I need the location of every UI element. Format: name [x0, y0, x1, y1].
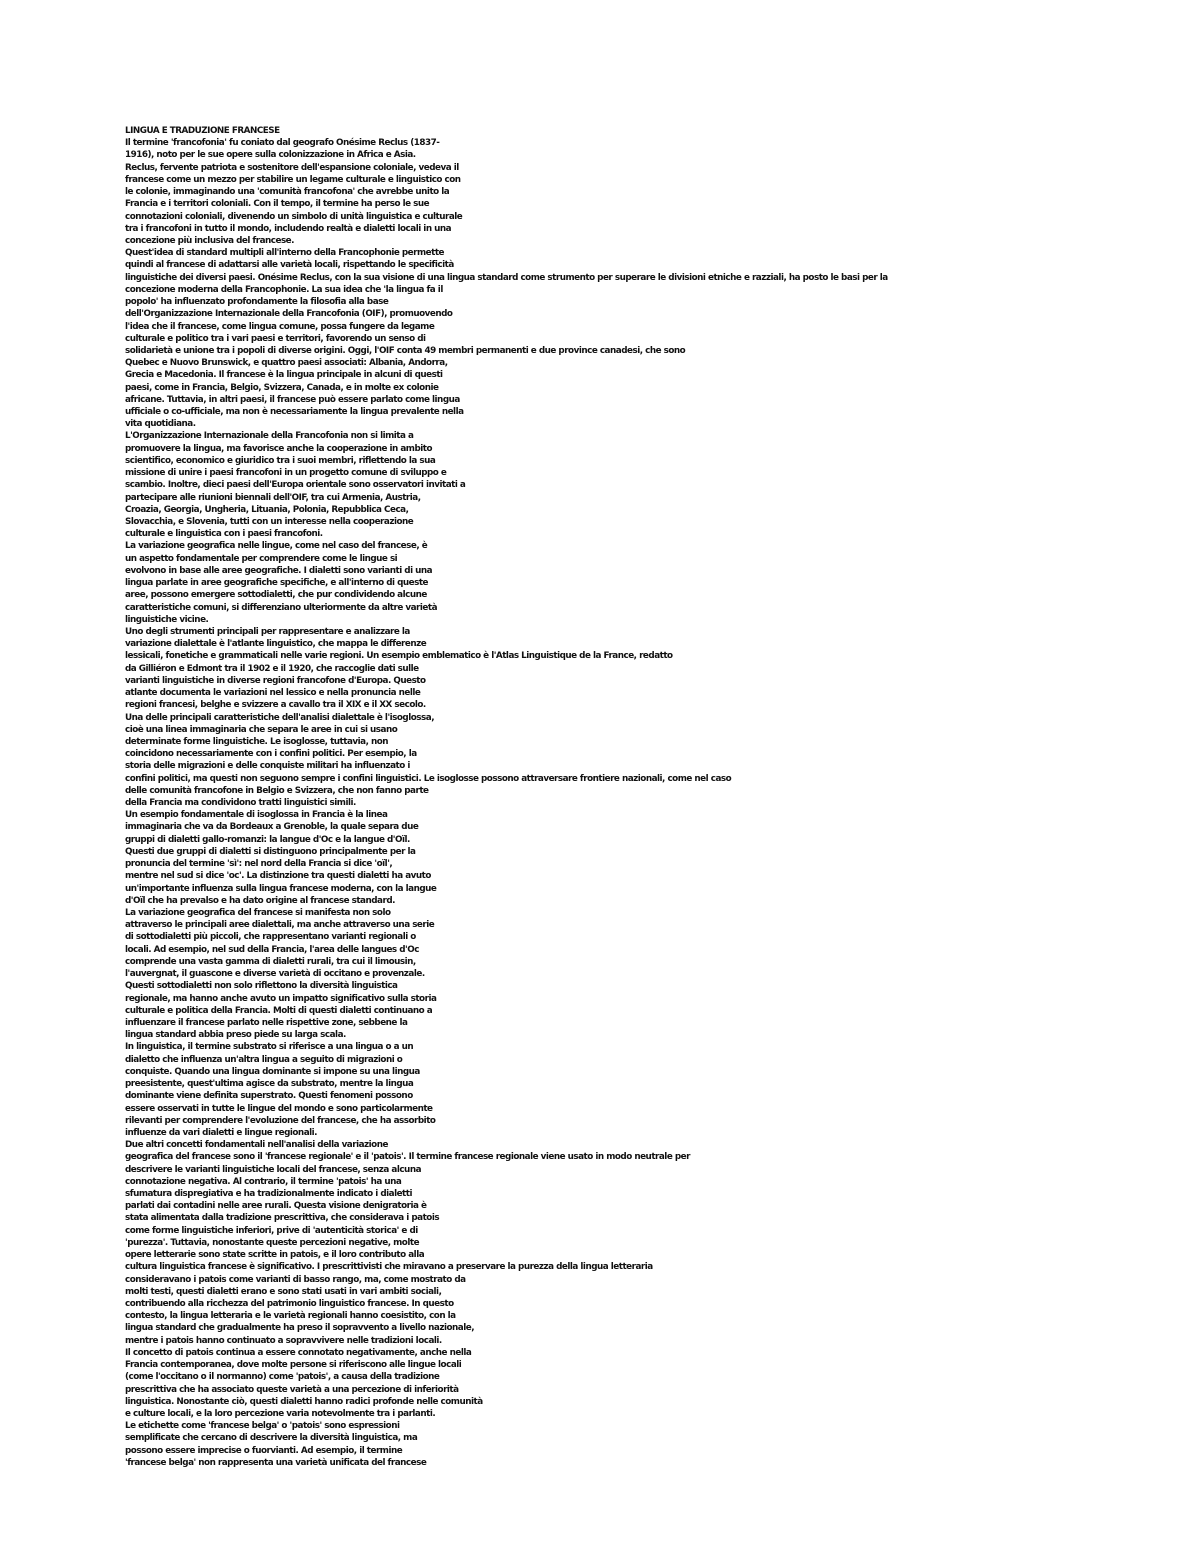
text-line: Croazia, Georgia, Ungheria, Lituania, Polonia, Repubblica Ceca, [125, 504, 409, 515]
text-line: conquiste. Quando una lingua dominante si impone su una lingua [125, 1066, 420, 1077]
text-line: coincidono necessariamente con i confini politici. Per esempio, la [125, 749, 417, 760]
text-line: opere letterarie sono state scritte in patois, e il loro contributo alla [125, 1250, 425, 1261]
text-line: Slovacchia, e Slovenia, tutti con un interesse nella cooperazione [125, 517, 414, 527]
text-line: In linguistica, il termine substrato si riferisce a una lingua o a un [125, 1042, 414, 1053]
text-line: Un esempio fondamentale di isoglossa in Francia è la linea [125, 810, 388, 821]
text-line: africane. Tuttavia, in altri paesi, il francese può essere parlato come lingua [125, 394, 460, 405]
text-line: le colonie, immaginando una 'comunità francofona' che avrebbe unito la [125, 187, 450, 198]
text-line: varianti linguistiche in diverse regioni francofone d'Europa. Questo [125, 675, 426, 686]
text-line: Una delle principali caratteristiche dell'analisi dialettale è l'isoglossa, [125, 712, 435, 723]
text-line: paesi, come in Francia, Belgio, Svizzera, Canada, e in molte ex colonie [125, 382, 439, 393]
text-line: promuovere la lingua, ma favorisce anche la cooperazione in ambito [125, 443, 432, 454]
text-line: Uno degli strumenti principali per rappresentare e analizzare la [125, 626, 410, 637]
text-line: prescrittiva che ha associato queste varietà a una percezione di inferiorità [125, 1384, 459, 1395]
text-line: confini politici, ma questi non seguono sempre i confini linguistici. Le isoglosse possono attraversare frontiere nazionali, come nel caso [125, 773, 732, 784]
text-line: Il termine 'francofonia' fu coniato dal geografo Onésime Reclus (1837- [125, 138, 440, 149]
text-line: regionale, ma hanno anche avuto un impatto significativo sulla storia [125, 993, 437, 1004]
text-line: l'auvergnat, il guascone e diverse varietà di occitano e provenzale. [125, 969, 425, 980]
text-line: tra i francofoni in tutto il mondo, includendo realtà e dialetti locali in una [125, 223, 452, 234]
text-line: lessicali, fonetiche e grammaticali nelle varie regioni. Un esempio emblematico è l'Atlas Linguistique de la France, redatto [125, 651, 673, 662]
text-line: stata alimentata dalla tradizione prescrittiva, che considerava i patois [125, 1213, 440, 1224]
text-line: Francia e i territori coloniali. Con il tempo, il termine ha perso le sue [125, 199, 430, 210]
text-line: e culture locali, e la loro percezione varia notevolmente tra i parlanti. [125, 1408, 436, 1419]
text-line: quindi al francese di adattarsi alle varietà locali, rispettando le specificità [125, 260, 454, 271]
text-line: atlante documenta le variazioni nel lessico e nella pronuncia nelle [125, 688, 421, 699]
text-line: di sottodialetti più piccoli, che rappresentano varianti regionali o [125, 932, 416, 943]
text-line: dell'Organizzazione Internazionale della Francofonia (OIF), promuovendo [125, 309, 453, 320]
text-line: Reclus, fervente patriota e sostenitore dell'espansione coloniale, vedeva il [125, 162, 459, 173]
text-line: popolo' ha influenzato profondamente la filosofia alla base [125, 297, 389, 308]
text-line: semplificate che cercano di descrivere la diversità linguistica, ma [125, 1433, 418, 1444]
text-line: lingua standard che gradualmente ha preso il sopravvento a livello nazionale, [125, 1323, 475, 1334]
text-line: 'francese belga' non rappresenta una varietà unificata del francese [125, 1457, 427, 1468]
text-line: variazione dialettale è l'atlante linguistico, che mappa le differenze [125, 639, 427, 650]
text-line: immaginaria che va da Bordeaux a Grenoble, la quale separa due [125, 822, 419, 833]
text-line: L'Organizzazione Internazionale della Francofonia non si limita a [125, 431, 414, 442]
text-line: delle comunità francofone in Belgio e Svizzera, che non fanno parte [125, 785, 429, 796]
text-line: storia delle migrazioni e delle conquiste militari ha influenzato i [125, 761, 410, 772]
text-line: culturale e linguistica con i paesi francofoni. [125, 529, 323, 540]
text-line: 'purezza'. Tuttavia, nonostante queste percezioni negative, molte [125, 1237, 420, 1248]
text-line: preesistente, quest'ultima agisce da substrato, mentre la lingua [125, 1079, 414, 1090]
text-line: gruppi di dialetti gallo-romanzi: la langue d'Oc e la langue d'Oïl. [125, 834, 410, 845]
text-line: (come l'occitano o il normanno) come 'patois', a causa della tradizione [125, 1372, 440, 1383]
text-line: Quest'idea di standard multipli all'interno della Francophonie permette [125, 248, 444, 259]
text-line: aree, possono emergere sottodialetti, che pur condividendo alcune [125, 590, 427, 601]
text-line: scambio. Inoltre, dieci paesi dell'Europa orientale sono osservatori invitati a [125, 480, 466, 491]
text-line: un'importante influenza sulla lingua francese moderna, con la langue [125, 883, 437, 894]
text-line: contesto, la lingua letteraria e le varietà regionali hanno coesistito, con la [125, 1311, 456, 1322]
text-line: della Francia ma condividono tratti linguistici simili. [125, 798, 356, 809]
text-line: consideravano i patois come varianti di basso rango, ma, come mostrato da [125, 1274, 466, 1285]
text-line: molti testi, questi dialetti erano e sono stati usati in vari ambiti sociali, [125, 1286, 442, 1297]
text-line: regioni francesi, belghe e svizzere a cavallo tra il XIX e il XX secolo. [125, 700, 426, 711]
text-line: evolvono in base alle aree geografiche. I dialetti sono varianti di una [125, 565, 433, 576]
text-line: missione di unire i paesi francofoni in un progetto comune di sviluppo e [125, 468, 447, 479]
text-line: un aspetto fondamentale per comprendere come le lingue si [125, 553, 398, 564]
text-line: possono essere imprecise o fuorvianti. Ad esempio, il termine [125, 1445, 403, 1456]
text-line: partecipare alle riunioni biennali dell'OIF, tra cui Armenia, Austria, [125, 492, 421, 503]
text-line: influenze da vari dialetti e lingue regionali. [125, 1127, 318, 1138]
text-line: mentre nel sud si dice 'oc'. La distinzione tra questi dialetti ha avuto [125, 871, 431, 882]
text-line: caratteristiche comuni, si differenziano ulteriormente da altre varietà [125, 602, 438, 613]
text-line: scientifico, economico e giuridico tra i suoi membri, riflettendo la sua [125, 455, 436, 466]
text-line: Due altri concetti fondamentali nell'analisi della variazione [125, 1140, 388, 1151]
text-line: La variazione geografica del francese si manifesta non solo [125, 908, 391, 918]
text-line: Francia contemporanea, dove molte persone si riferiscono alle lingue locali [125, 1360, 462, 1371]
text-line: geografica del francese sono il 'francese regionale' e il 'patois'. Il termine francese regionale viene usato in modo neutrale per [125, 1152, 690, 1163]
text-line: l'idea che il francese, come lingua comune, possa fungere da legame [125, 321, 435, 332]
text-line: lingua standard abbia preso piede su larga scala. [125, 1030, 346, 1041]
text-line: dialetto che influenza un'altra lingua a seguito di migrazioni o [125, 1054, 403, 1065]
text-line: Il concetto di patois continua a essere connotato negativamente, anche nella [125, 1347, 472, 1358]
text-line: lingua parlate in aree geografiche specifiche, e all'interno di queste [125, 578, 429, 589]
text-line: Questi due gruppi di dialetti si distinguono principalmente per la [125, 846, 416, 857]
document-title: LINGUA E TRADUZIONE FRANCESE [125, 126, 280, 136]
text-line: connotazioni coloniali, divenendo un simbolo di unità linguistica e culturale [125, 211, 463, 222]
text-line: culturale e politica della Francia. Molti di questi dialetti continuano a [125, 1005, 433, 1016]
text-line: contribuendo alla ricchezza del patrimonio linguistico francese. In questo [125, 1299, 454, 1309]
text-line: francese come un mezzo per stabilire un legame culturale e linguistico con [125, 174, 461, 185]
text-line: Grecia e Macedonia. Il francese è la lingua principale in alcuni di questi [125, 370, 443, 381]
text-line: descrivere le varianti linguistiche locali del francese, senza alcuna [125, 1164, 422, 1175]
text-line: determinate forme linguistiche. Le isoglosse, tuttavia, non [125, 736, 389, 747]
text-line: attraverso le principali aree dialettali, ma anche attraverso una serie [125, 920, 435, 931]
document-body [125, 125, 1085, 1469]
text-line: pronuncia del termine 'sì': nel nord della Francia si dice 'oïl', [125, 859, 393, 870]
text-line: solidarietà e unione tra i popoli di diverse origini. Oggi, l'OIF conta 49 membri permanenti e due province canadesi, che sono [125, 345, 686, 356]
text-line: Quebec e Nuovo Brunswick, e quattro paesi associati: Albania, Andorra, [125, 358, 448, 369]
text-line: culturale e politico tra i vari paesi e territori, favorendo un senso di [125, 333, 426, 344]
text-line: ufficiale o co-ufficiale, ma non è necessariamente la lingua prevalente nella [125, 407, 464, 418]
text-line: cultura linguistica francese è significativo. I prescrittivisti che miravano a preservare la purezza della lingua letteraria [125, 1262, 653, 1273]
text-line: come forme linguistiche inferiori, prive di 'autenticità storica' e di [125, 1225, 418, 1236]
text-line: linguistiche vicine. [125, 614, 209, 625]
text-line: mentre i patois hanno continuato a sopravvivere nelle tradizioni locali. [125, 1335, 442, 1346]
text-line: linguistiche dei diversi paesi. Onésime Reclus, con la sua visione di una lingua standard come strumento per superare le divisioni etniche e razziali, ha posto le basi per la [125, 272, 888, 283]
text-line: rilevanti per comprendere l'evoluzione del francese, che ha assorbito [125, 1115, 436, 1126]
text-line: cioè una linea immaginaria che separa le aree in cui si usano [125, 724, 398, 735]
text-line: connotazione negativa. Al contrario, il termine 'patois' ha una [125, 1176, 402, 1187]
text-line: linguistica. Nonostante ciò, questi dialetti hanno radici profonde nelle comunità [125, 1396, 483, 1407]
text-line: locali. Ad esempio, nel sud della Francia, l'area delle langues d'Oc [125, 944, 419, 955]
text-line: Questi sottodialetti non solo riflettono la diversità linguistica [125, 981, 398, 992]
text-line: essere osservati in tutte le lingue del mondo e sono particolarmente [125, 1103, 433, 1114]
text-line: influenzare il francese parlato nelle rispettive zone, sebbene la [125, 1017, 408, 1028]
text-line: sfumatura dispregiativa e ha tradizionalmente indicato i dialetti [125, 1189, 412, 1200]
text-line: 1916), noto per le sue opere sulla colonizzazione in Africa e Asia. [125, 150, 416, 161]
text-line: dominante viene definita superstrato. Questi fenomeni possono [125, 1091, 413, 1102]
text-line: vita quotidiana. [125, 419, 196, 430]
text-line: da Gilliéron e Edmont tra il 1902 e il 1920, che raccoglie dati sulle [125, 663, 419, 674]
text-line: concezione più inclusiva del francese. [125, 235, 294, 246]
text-line: d'Oïl che ha prevalso e ha dato origine al francese standard. [125, 895, 395, 906]
text-line: Le etichette come 'francese belga' o 'patois' sono espressioni [125, 1421, 400, 1432]
text-line: comprende una vasta gamma di dialetti rurali, tra cui il limousin, [125, 956, 416, 967]
text-line: parlati dai contadini nelle aree rurali. Questa visione denigratoria è [125, 1201, 427, 1212]
text-line: concezione moderna della Francophonie. La sua idea che 'la lingua fa il [125, 284, 443, 295]
text-line: La variazione geografica nelle lingue, come nel caso del francese, è [125, 541, 428, 552]
